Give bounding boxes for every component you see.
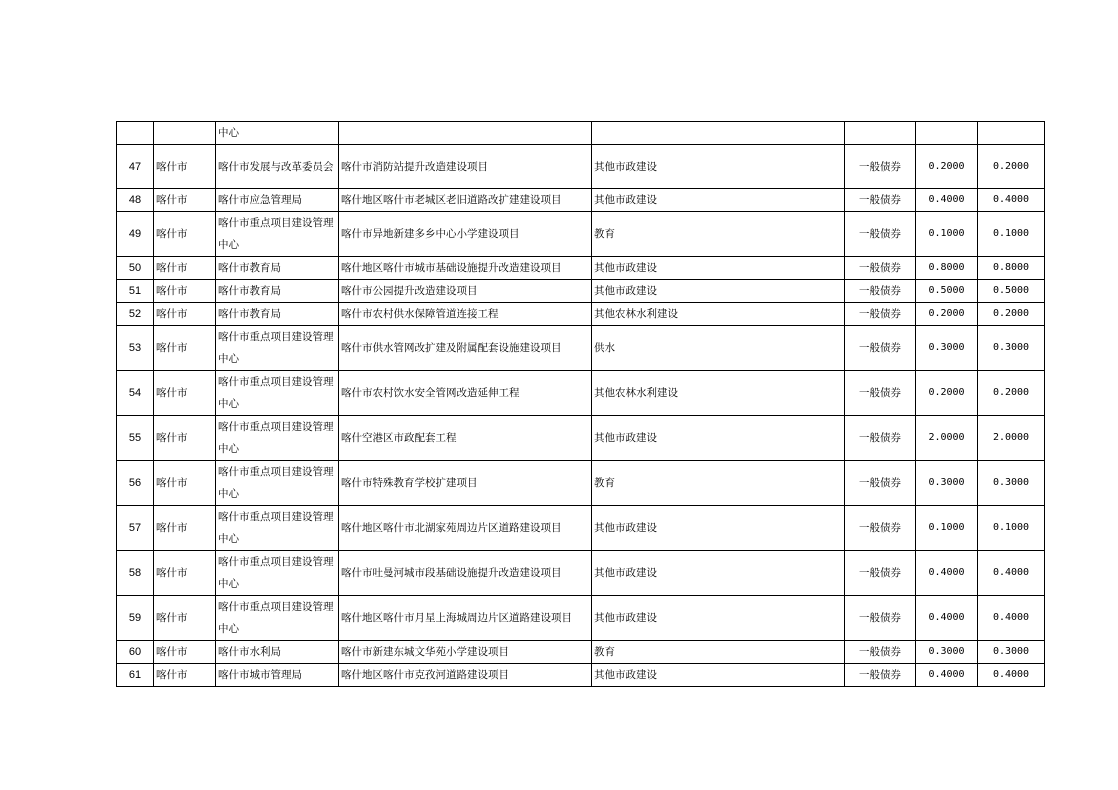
amount-a-cell: 0.4000 [916,664,978,687]
category-cell: 其他市政建设 [592,506,845,551]
row-number: 58 [117,551,154,596]
table-row [117,461,1045,506]
bond-type-cell: 一般债券 [845,280,916,303]
amount-a-cell: 0.5000 [916,280,978,303]
category-cell: 教育 [592,461,845,506]
bond-type-cell: 一般债券 [845,371,916,416]
unit-cell: 喀什市教育局 [216,303,339,326]
amount-b-cell: 0.4000 [978,664,1045,687]
table-row [117,551,1045,596]
project-cell: 喀什空港区市政配套工程 [339,416,592,461]
row-number: 56 [117,461,154,506]
amount-a-cell: 0.3000 [916,326,978,371]
category-cell: 其他农林水利建设 [592,371,845,416]
region-cell: 喀什市 [154,664,216,687]
row-number: 47 [117,145,154,189]
project-cell: 喀什市异地新建多乡中心小学建设项目 [339,212,592,257]
project-cell: 喀什地区喀什市城市基础设施提升改造建设项目 [339,257,592,280]
table-row [117,326,1045,371]
category-cell: 其他市政建设 [592,257,845,280]
project-cell: 喀什地区喀什市老城区老旧道路改扩建建设项目 [339,189,592,212]
amount-b-cell: 0.8000 [978,257,1045,280]
region-cell: 喀什市 [154,280,216,303]
row-number: 55 [117,416,154,461]
project-cell [339,122,592,145]
amount-b-cell: 0.1000 [978,212,1045,257]
bond-type-cell: 一般债券 [845,416,916,461]
project-cell: 喀什市农村饮水安全管网改造延伸工程 [339,371,592,416]
region-cell: 喀什市 [154,212,216,257]
unit-cell: 中心 [216,122,339,145]
project-cell: 喀什市农村供水保障管道连接工程 [339,303,592,326]
table-row [117,416,1045,461]
amount-a-cell: 0.3000 [916,461,978,506]
amount-a-cell: 0.4000 [916,189,978,212]
bond-type-cell: 一般债券 [845,551,916,596]
bond-type-cell: 一般债券 [845,641,916,664]
row-number: 49 [117,212,154,257]
row-number: 60 [117,641,154,664]
table-row [117,641,1045,664]
bond-type-cell: 一般债券 [845,596,916,641]
amount-b-cell: 0.2000 [978,145,1045,189]
region-cell: 喀什市 [154,371,216,416]
region-cell: 喀什市 [154,641,216,664]
category-cell: 教育 [592,212,845,257]
bond-type-cell: 一般债券 [845,461,916,506]
project-cell: 喀什市吐曼河城市段基础设施提升改造建设项目 [339,551,592,596]
amount-a-cell: 0.2000 [916,371,978,416]
table-row-continuation [117,122,1045,145]
unit-cell: 喀什市重点项目建设管理中心 [216,506,339,551]
unit-cell: 喀什市教育局 [216,280,339,303]
table-row [117,212,1045,257]
amount-b-cell: 0.4000 [978,551,1045,596]
table-row [117,189,1045,212]
amount-b-cell [978,122,1045,145]
project-cell: 喀什地区喀什市克孜河道路建设项目 [339,664,592,687]
amount-a-cell [916,122,978,145]
unit-cell: 喀什市重点项目建设管理中心 [216,596,339,641]
amount-a-cell: 0.1000 [916,506,978,551]
unit-cell: 喀什市重点项目建设管理中心 [216,326,339,371]
project-cell: 喀什市特殊教育学校扩建项目 [339,461,592,506]
amount-a-cell: 2.0000 [916,416,978,461]
category-cell: 其他市政建设 [592,280,845,303]
table-body [117,122,1045,687]
category-cell: 其他市政建设 [592,664,845,687]
amount-b-cell: 0.2000 [978,303,1045,326]
table-row [117,596,1045,641]
unit-cell: 喀什市重点项目建设管理中心 [216,461,339,506]
amount-b-cell: 0.1000 [978,506,1045,551]
bond-type-cell: 一般债券 [845,189,916,212]
category-cell: 供水 [592,326,845,371]
row-number: 50 [117,257,154,280]
amount-b-cell: 0.5000 [978,280,1045,303]
bond-type-cell: 一般债券 [845,303,916,326]
category-cell: 其他市政建设 [592,416,845,461]
category-cell [592,122,845,145]
amount-a-cell: 0.3000 [916,641,978,664]
row-number [117,122,154,145]
row-number: 61 [117,664,154,687]
category-cell: 其他农林水利建设 [592,303,845,326]
region-cell: 喀什市 [154,416,216,461]
amount-b-cell: 0.3000 [978,461,1045,506]
project-cell: 喀什市新建东城文华苑小学建设项目 [339,641,592,664]
table-row [117,506,1045,551]
category-cell: 教育 [592,641,845,664]
region-cell: 喀什市 [154,189,216,212]
row-number: 52 [117,303,154,326]
region-cell: 喀什市 [154,326,216,371]
bond-type-cell: 一般债券 [845,664,916,687]
row-number: 59 [117,596,154,641]
category-cell: 其他市政建设 [592,551,845,596]
region-cell: 喀什市 [154,596,216,641]
table-row [117,280,1045,303]
bond-type-cell: 一般债券 [845,257,916,280]
project-cell: 喀什地区喀什市北湖家苑周边片区道路建设项目 [339,506,592,551]
bond-type-cell: 一般债券 [845,212,916,257]
bond-project-table [116,121,1045,687]
unit-cell: 喀什市重点项目建设管理中心 [216,551,339,596]
row-number: 54 [117,371,154,416]
project-cell: 喀什市公园提升改造建设项目 [339,280,592,303]
unit-cell: 喀什市城市管理局 [216,664,339,687]
table-row [117,371,1045,416]
unit-cell: 喀什市水利局 [216,641,339,664]
amount-a-cell: 0.4000 [916,596,978,641]
region-cell: 喀什市 [154,551,216,596]
unit-cell: 喀什市应急管理局 [216,189,339,212]
row-number: 57 [117,506,154,551]
bond-type-cell: 一般债券 [845,326,916,371]
amount-a-cell: 0.4000 [916,551,978,596]
amount-b-cell: 0.3000 [978,641,1045,664]
project-cell: 喀什地区喀什市月星上海城周边片区道路建设项目 [339,596,592,641]
bond-type-cell [845,122,916,145]
unit-cell: 喀什市重点项目建设管理中心 [216,416,339,461]
amount-b-cell: 0.4000 [978,596,1045,641]
unit-cell: 喀什市重点项目建设管理中心 [216,212,339,257]
amount-b-cell: 0.3000 [978,326,1045,371]
unit-cell: 喀什市教育局 [216,257,339,280]
amount-a-cell: 0.2000 [916,303,978,326]
row-number: 48 [117,189,154,212]
amount-a-cell: 0.2000 [916,145,978,189]
table-row [117,257,1045,280]
category-cell: 其他市政建设 [592,145,845,189]
region-cell: 喀什市 [154,257,216,280]
unit-cell: 喀什市发展与改革委员会 [216,145,339,189]
region-cell: 喀什市 [154,303,216,326]
amount-a-cell: 0.1000 [916,212,978,257]
table-row [117,303,1045,326]
amount-b-cell: 0.2000 [978,371,1045,416]
amount-b-cell: 0.4000 [978,189,1045,212]
region-cell [154,122,216,145]
region-cell: 喀什市 [154,145,216,189]
bond-type-cell: 一般债券 [845,506,916,551]
region-cell: 喀什市 [154,506,216,551]
region-cell: 喀什市 [154,461,216,506]
project-cell: 喀什市消防站提升改造建设项目 [339,145,592,189]
row-number: 53 [117,326,154,371]
table-row [117,145,1045,189]
project-cell: 喀什市供水管网改扩建及附属配套设施建设项目 [339,326,592,371]
category-cell: 其他市政建设 [592,596,845,641]
amount-b-cell: 2.0000 [978,416,1045,461]
unit-cell: 喀什市重点项目建设管理中心 [216,371,339,416]
category-cell: 其他市政建设 [592,189,845,212]
table-row [117,664,1045,687]
row-number: 51 [117,280,154,303]
bond-type-cell: 一般债券 [845,145,916,189]
amount-a-cell: 0.8000 [916,257,978,280]
